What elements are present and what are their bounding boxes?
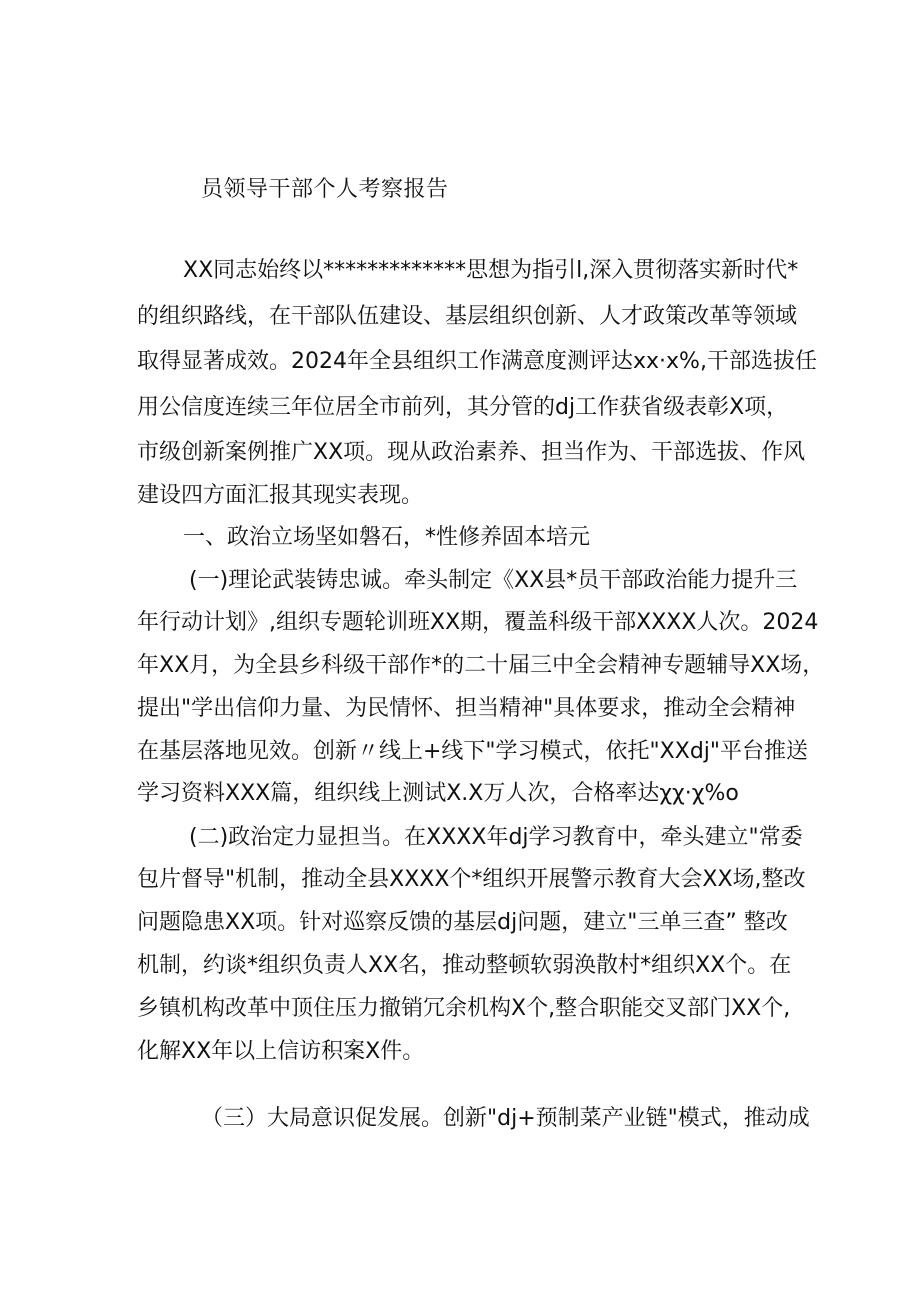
paragraph-3-line-5: 在基层落地见效。创新〃线上+线下"学习模式，依托"XXdj"平台推送 xyxy=(137,739,809,764)
paragraph-4-line-3: 问题隐患XX项。针对巡察反馈的基层dj问题，建立"三单三查” 整改 xyxy=(137,910,788,935)
paragraph-3-line-4: 提出"学出信仰力量、为民情怀、担当精神"具体要求，推动全会精神 xyxy=(137,696,796,721)
paragraph-1-line-2: 的组织路线，在干部队伍建设、基层组织创新、人才政策改革等领域 xyxy=(137,304,798,329)
paragraph-4-line-2: 包片督导"机制，推动全县XXXX个*组织开展警示教育大会XX场,整改 xyxy=(137,867,806,892)
paragraph-1-line-4: 用公信度连续三年位居全市前列，其分管的dj工作获省级表彰X项， xyxy=(137,395,789,420)
paragraph-3-line-2: 年行动计划》,组织专题轮训班XX期，覆盖科级干部XXXX人次。2024 xyxy=(137,610,819,635)
paragraph-1-line-1: XX同志始终以*************思想为指引l,深入贯彻落实新时代* xyxy=(183,258,799,283)
paragraph-3-line-6: 学习资料XXX篇，组织线上测试X.X万人次，合格率达χχ·χ%o xyxy=(137,781,739,806)
section-heading-1: 一、政治立场坚如磐石，*性修养固本培元 xyxy=(183,525,591,550)
paragraph-3-line-3: 年XX月，为全县乡科级干部作*的二十届三中全会精神专题辅导XX场， xyxy=(137,653,825,678)
paragraph-4-line-1: (二)政治定力显担当。在XXXX年dj学习教育中，牵头建立"常委 xyxy=(189,825,803,850)
paragraph-3-line-1: (一)理论武装铸忠诚。牵头制定《XX县*员干部政治能力提升三 xyxy=(189,568,798,593)
paragraph-4-line-5: 乡镇机构改革中顶住压力撤销冗余机构X个,整合职能交叉部门XX个, xyxy=(137,996,791,1021)
paragraph-1-line-3: 取得显著成效。2024年全县组织工作满意度测评达xx·x%,干部选拔任 xyxy=(137,349,817,374)
paragraph-1-line-6: 建设四方面汇报其现实表现。 xyxy=(137,483,424,508)
paragraph-1-line-5: 市级创新案例推广XX项。现从政治素养、担当作为、干部选拔、作风 xyxy=(137,440,806,465)
paragraph-4-line-4: 机制，约谈*组织负责人XX名，推动整顿软弱涣散村*组织XX个。在 xyxy=(137,953,792,978)
paragraph-4-line-6: 化解XX年以上信访积案X件。 xyxy=(137,1039,425,1064)
document-title: 员领导干部个人考察报告 xyxy=(201,177,449,202)
paragraph-5-line-1: （三）大局意识促发展。创新"dj+预制菜产业链"模式，推动成 xyxy=(201,1106,810,1131)
